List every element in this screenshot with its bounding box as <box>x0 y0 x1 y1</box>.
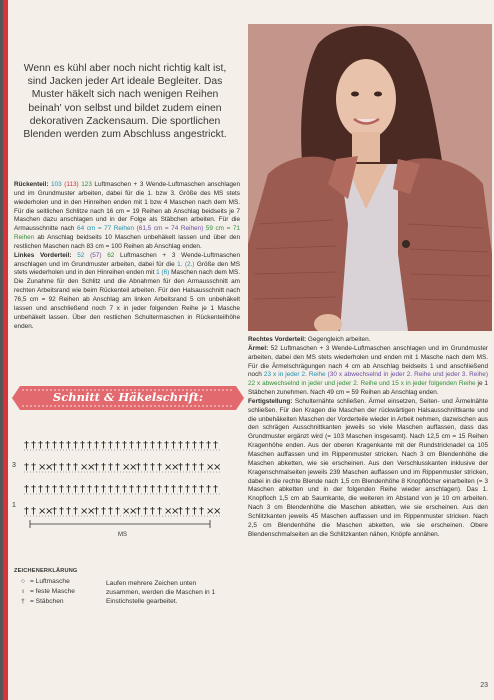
legend-title: ZEICHENERKLÄRUNG <box>14 568 78 574</box>
stitch-symbol: × <box>87 462 96 473</box>
intro-text: Wenn es kühl aber noch nicht richtig kalt ist, sind Jacken jeder Art ideale Begleiter. Das Muster häkelt sich nach wenigen Reihen beinah' von selbst und bildet zudem einen dekorativen Zackensaum. Die sportlichen Blenden werden zum Abschluss angestrickt. <box>23 63 227 141</box>
stitch-symbol: † <box>136 506 141 517</box>
left-front-paragraph <box>14 252 240 332</box>
stitch-symbol: † <box>31 440 36 451</box>
size-3-rows: 59 cm = 71 Reihen <box>14 225 240 242</box>
stitch-symbol: † <box>185 506 190 517</box>
stitch-symbol: † <box>108 440 113 451</box>
stitch-symbol: † <box>143 462 148 473</box>
lf-size-1: 52 <box>71 251 85 259</box>
lf-stitch-count: 1 (6) <box>156 269 170 277</box>
stitch-symbol: † <box>143 484 148 495</box>
row-number-3: 3 <box>12 462 16 469</box>
stitch-symbol: † <box>108 484 113 495</box>
stitch-symbol: × <box>38 462 47 473</box>
stitch-symbol: † <box>66 440 71 451</box>
legend-label: = feste Masche <box>30 588 75 595</box>
legend-label: = Stäbchen <box>30 598 64 605</box>
stitch-symbol: † <box>108 506 113 517</box>
stitch-symbol: × <box>213 506 222 517</box>
model-illustration <box>248 24 492 331</box>
sleeve-paragraph <box>248 345 488 398</box>
stitch-symbol: † <box>150 462 155 473</box>
lf-text-3: Maschen nach dem MS. Die Zunahme für den Schlitz und die Abnahmen für den Armausschnitt am rechten Arbeitsrand wie beim Rückenteil arbeiten. Für den Halsausschnitt nach 76,5 cm = 92 Reihen ab Anschlag am linken Arbeitsrand 5 cm unbehäkelt lassen und anschließend noch 7 x in jeder folgenden Reihe je 1 Masche unbehäkelt lassen. Über den restlichen Schultermaschen in Rückenteilhöhe enden. <box>14 269 241 330</box>
stitch-symbol: † <box>157 506 162 517</box>
stitch-symbol: † <box>73 506 78 517</box>
stitch-symbol: † <box>101 484 106 495</box>
stitch-symbol: † <box>199 484 204 495</box>
chain-stitch-icon: ○ <box>21 578 25 585</box>
stitch-symbol: † <box>24 506 29 517</box>
size-1: 103 <box>51 181 62 188</box>
stitch-symbol: × <box>213 462 222 473</box>
stitch-symbol: † <box>31 506 36 517</box>
stitch-symbol: † <box>157 484 162 495</box>
stitch-symbol: † <box>136 484 141 495</box>
stitch-symbol: × <box>171 506 180 517</box>
back-piece-paragraph <box>14 181 240 252</box>
banner-title: Schnitt & Häkelschrift: <box>52 390 204 404</box>
page-edge-accent <box>3 0 8 700</box>
lf-size-2: (57) <box>84 251 102 259</box>
stitch-symbol: † <box>24 440 29 451</box>
stitch-symbol: × <box>38 506 47 517</box>
stitch-symbol: † <box>24 484 29 495</box>
stitch-symbol: † <box>115 506 120 517</box>
left-front-heading: Linkes Vorderteil: <box>14 251 72 259</box>
stitch-symbol: † <box>150 506 155 517</box>
row-number-1: 1 <box>12 502 16 509</box>
sleeve-size-1: 23 x in jeder 2. Reihe <box>263 371 326 379</box>
stitch-symbol: † <box>73 484 78 495</box>
stitch-symbol: † <box>115 462 120 473</box>
legend-note: Laufen mehrere Zeichen unten zusammen, werden die Maschen in 1 Einstichstelle gearbeitet. <box>106 580 216 605</box>
stitch-symbol: † <box>192 462 197 473</box>
stitch-symbol: † <box>185 484 190 495</box>
stitch-symbol: † <box>52 506 57 517</box>
finishing-text: Schulternähte schließen. Ärmel einsetzen, Seiten- und Ärmelnähte schließen. Für den Kragen die Maschen der rückwärtigen Halsausschnittkante und die unbehäkelten Maschen der Vorderteile wieder in Arbeit nehmen, dazwischen aus den schrägen Ausschnittkanten jeweils so viele Maschen auffassen, dass das Grundmuster ergänzt wird (= 103 Maschen insgesamt). Nach 12,5 cm = 15 Reihen Kragenhöhe enden. Aus der oberen Kragenkante mit der Rundstricknadel ca 105 Maschen auffassen und im Rippenmuster stricken. Nach 3 cm Blendenhöhe die Maschen abketten, wie sie erscheinen. Aus den Verschlusskanten inklusive der Kragenschmalseiten jeweils 239 Maschen auffassen und im Rippenmuster stricken, dabei in die rechte Blende nach 1,5 cm Blendenhöhe 8 Knopflöcher einarbeiten (= 3 Maschen abketten und in der folgenden Reihe wieder anschlagen). Das 1. Knopfloch 1,5 cm ab Saumkante, die weiteren im Abstand von je 10 cm arbeiten. Nach 3 cm Blendenhöhe die Maschen abketten, wie sie erscheinen. Aus den Schlitzkanten jeweils 45 Maschen auffassen und im Rippenmuster stricken. Nach 2,5 cm Blendenhöhe die Maschen abketten, wie sie erscheinen. Obere Blendenschmalseiten an die Schlitzkanten nähen, Knöpfe annähen. <box>248 397 488 538</box>
sleeve-heading: Ärmel: <box>248 344 269 352</box>
size-2: (113) <box>64 181 79 188</box>
stitch-symbol: † <box>108 462 113 473</box>
finishing-paragraph <box>248 398 488 540</box>
stitch-symbol: † <box>94 462 99 473</box>
crochet-chart <box>10 420 232 560</box>
stitch-symbol: † <box>66 484 71 495</box>
left-column <box>14 181 240 331</box>
back-piece-text: Luftmaschen + 3 Wende-Luftmaschen anschlagen und im Grundmuster arbeiten, dabei für die 1. bzw 3. Größe des MS stets wiederholen und in den Hinreihen enden mit 1 bzw 4 Maschen nach dem MS. Für die seitlichen Schlitze nach 16 cm = 19 Reihen ab Anschlag beidseits je 7 Maschen dazu anschlagen und in der Folge als Stäbchen arbeiten. Für die Armausschnitte nach <box>14 181 241 233</box>
stitch-symbol: † <box>143 440 148 451</box>
stitch-symbol: × <box>171 462 180 473</box>
stitch-symbol: × <box>206 462 215 473</box>
sleeve-text-1: 52 Luftmaschen + 3 Wende-Luftmaschen anschlagen und im Grundmuster arbeiten, dabei den MS stets wiederholen und enden mit 1 Masche nach dem MS. Für die Ärmelschrägungen nach 4 cm ab Anschlag beidseits 1 und anschließend noch <box>248 344 488 379</box>
stitch-symbol: † <box>213 484 218 495</box>
stitch-symbol: † <box>185 462 190 473</box>
stitch-symbol: † <box>94 506 99 517</box>
lf-text-2: Größe den MS stets wiederholen und in den Hinreihen enden mit <box>14 260 241 277</box>
stitch-symbol: † <box>31 462 36 473</box>
size-1-rows: 64 cm = 77 Reihen <box>77 225 135 233</box>
stitch-symbol: † <box>115 440 120 451</box>
stitch-symbol: × <box>80 462 89 473</box>
stitch-symbol: † <box>24 462 29 473</box>
stitch-symbol: † <box>59 484 64 495</box>
stitch-symbol: † <box>150 484 155 495</box>
stitch-symbol: × <box>45 506 54 517</box>
stitch-symbol: × <box>122 506 131 517</box>
stitch-symbol: × <box>206 506 215 517</box>
stitch-symbol: × <box>129 506 138 517</box>
right-front-text: Gegengleich arbeiten. <box>306 336 371 343</box>
sleeve-size-3: 22 x abwechselnd in jeder und jeder 2. Reihe und 15 x in jeder folgenden Reihe <box>248 380 476 388</box>
stitch-symbol: † <box>38 484 43 495</box>
stitch-symbol: † <box>115 484 120 495</box>
stitch-symbol: † <box>52 462 57 473</box>
stitch-symbol: † <box>199 462 204 473</box>
stitch-symbol: † <box>31 484 36 495</box>
lf-sizes: 1. (2.) <box>177 260 195 268</box>
stitch-symbol: † <box>164 440 169 451</box>
stitch-symbol: † <box>45 440 50 451</box>
stitch-symbol: † <box>129 440 134 451</box>
back-piece-heading: Rückenteil: <box>14 181 49 188</box>
legend-label: = Luftmasche <box>30 578 70 585</box>
stitch-symbol: † <box>171 484 176 495</box>
stitch-symbol: × <box>80 506 89 517</box>
ms-label: MS <box>118 532 127 538</box>
stitch-symbol: † <box>80 484 85 495</box>
stitch-symbol: † <box>213 440 218 451</box>
stitch-symbol: † <box>178 484 183 495</box>
stitch-symbol: † <box>136 462 141 473</box>
size-2-rows: (61,5 cm = 74 Reihen) <box>134 225 204 233</box>
single-crochet-icon: ı <box>22 588 24 595</box>
sleeve-size-2: (30 x abwechselnd in jeder 2. Reihe und jeder 3. Reihe) <box>325 371 488 379</box>
stitch-symbol: † <box>122 484 127 495</box>
lf-text-1: Luftmaschen + 3 Wende-Luftmaschen anschlagen und im Grundmuster arbeiten, dabei für die <box>14 251 241 268</box>
stitch-symbol: † <box>59 462 64 473</box>
chart-banner <box>12 384 244 412</box>
size-3: 123 <box>81 181 92 188</box>
double-crochet-icon: † <box>21 598 25 605</box>
finishing-heading: Fertigstellung: <box>248 397 293 405</box>
stitch-symbol: † <box>52 484 57 495</box>
stitch-symbol: † <box>192 440 197 451</box>
stitch-symbol: † <box>192 506 197 517</box>
stitch-symbol: † <box>66 506 71 517</box>
stitch-symbol: † <box>122 440 127 451</box>
stitch-symbol: † <box>178 462 183 473</box>
stitch-symbol: † <box>80 440 85 451</box>
stitch-symbol: † <box>143 506 148 517</box>
stitch-symbol: † <box>171 440 176 451</box>
stitch-symbol: † <box>129 484 134 495</box>
stitch-symbol: † <box>157 440 162 451</box>
symbol-legend <box>14 568 244 608</box>
stitch-symbol: † <box>59 506 64 517</box>
stitch-symbol: × <box>87 506 96 517</box>
stitch-symbol: † <box>45 484 50 495</box>
stitch-symbol: × <box>164 506 173 517</box>
right-front-heading: Rechtes Vorderteil: <box>248 336 307 343</box>
stitch-symbol: † <box>199 506 204 517</box>
stitch-symbol: † <box>150 440 155 451</box>
stitch-symbol: × <box>129 462 138 473</box>
model-photo <box>248 24 492 331</box>
stitch-symbol: † <box>94 440 99 451</box>
sleeve-text-2: je 1 Stäbchen zunehmen. Nach 49 cm = 59 Reihen ab Anschlag enden. <box>248 380 488 397</box>
stitch-symbol: † <box>101 440 106 451</box>
stitch-symbol: × <box>122 462 131 473</box>
stitch-symbol: † <box>192 484 197 495</box>
stitch-symbol: † <box>136 440 141 451</box>
stitch-symbol: † <box>73 440 78 451</box>
stitch-symbol: † <box>94 484 99 495</box>
stitch-symbol: † <box>178 506 183 517</box>
stitch-symbol: † <box>38 440 43 451</box>
stitch-symbol: † <box>101 506 106 517</box>
right-column <box>248 336 488 539</box>
stitch-symbol: † <box>206 484 211 495</box>
stitch-symbol: † <box>73 462 78 473</box>
stitch-symbol: † <box>87 484 92 495</box>
stitch-symbol: † <box>185 440 190 451</box>
page-number: 23 <box>480 682 488 689</box>
stitch-symbol: † <box>52 440 57 451</box>
stitch-symbol: † <box>66 462 71 473</box>
lf-size-3: 62 <box>101 251 115 259</box>
stitch-symbol: † <box>59 440 64 451</box>
stitch-symbol: † <box>101 462 106 473</box>
stitch-symbol: † <box>157 462 162 473</box>
stitch-symbol: † <box>206 440 211 451</box>
stitch-symbol: † <box>87 440 92 451</box>
stitch-symbol: † <box>199 440 204 451</box>
stitch-symbol: † <box>164 484 169 495</box>
stitch-symbol: × <box>45 462 54 473</box>
stitch-symbol: † <box>178 440 183 451</box>
back-piece-text-end: ab Anschlag beidseits 10 Maschen unbehäkelt lassen und über den restlichen Maschen nach 83 cm = 100 Reihen ab Anschlag enden. <box>14 234 240 250</box>
stitch-symbol: × <box>164 462 173 473</box>
right-front-paragraph <box>248 336 488 345</box>
crochet-chart-svg <box>10 420 232 560</box>
